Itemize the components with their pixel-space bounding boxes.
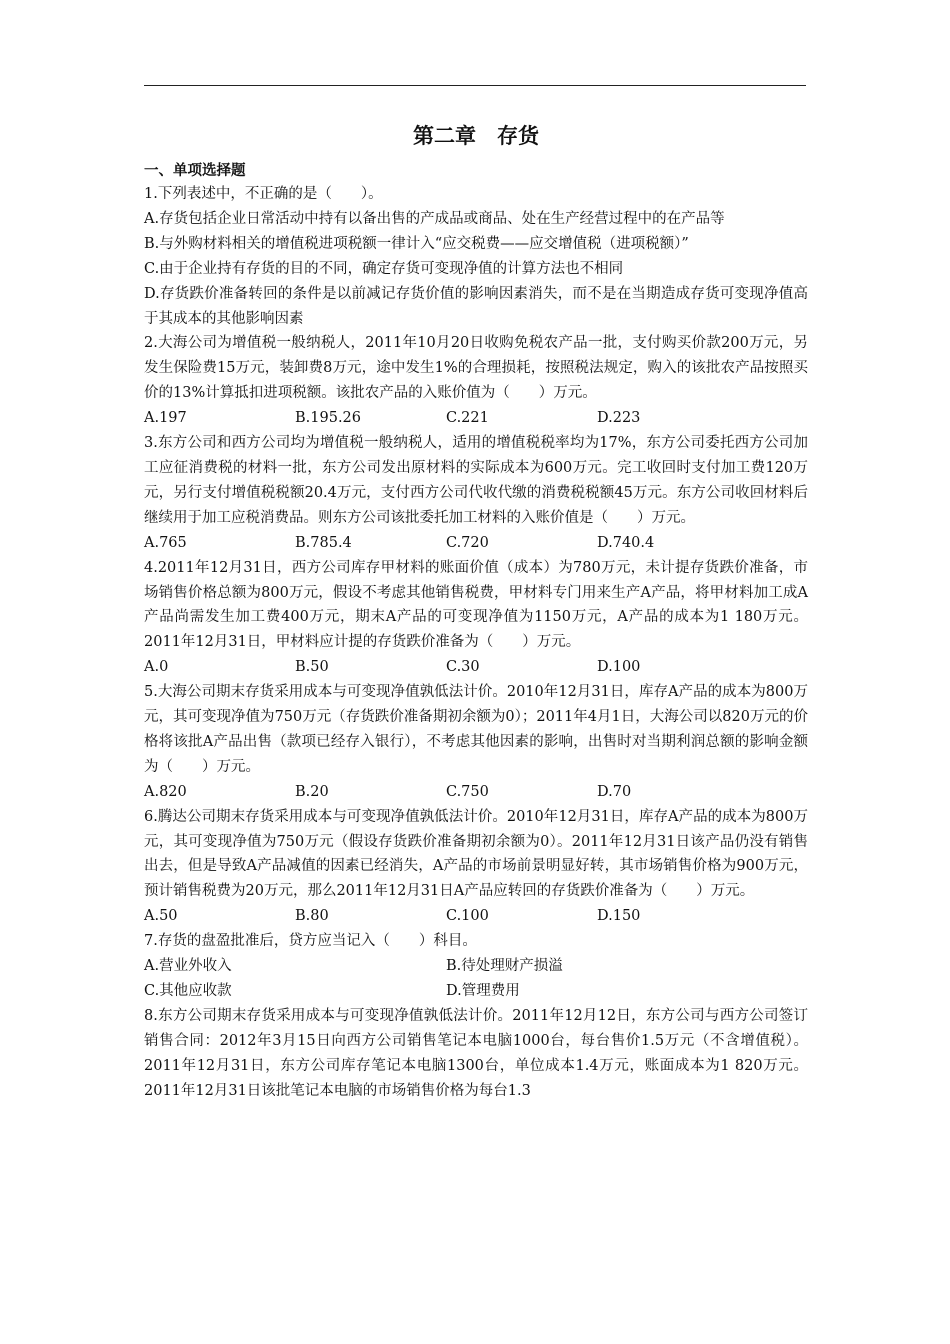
section-heading: 一、单项选择题	[144, 163, 246, 179]
question-6	[144, 805, 808, 930]
question-stem: 2.大海公司为增值税一般纳税人，2011年10月20日收购免税农产品一批，支付购买价款200万元，另发生保险费15万元，装卸费8万元，途中发生1%的合理损耗，按照税法规定，购入的该批农产品按照买价的13%计算抵扣进项税额。该批农产品的入账价值为（ ）万元。	[144, 335, 808, 402]
option-d: D.223	[597, 410, 641, 427]
option-d: D.存货跌价准备转回的条件是以前减记存货价值的影响因素消失，而不是在当期造成存货可变现净值高于其成本的其他影响因素	[144, 285, 808, 327]
option-c: C.30	[446, 659, 480, 676]
option-c: C.100	[446, 908, 489, 925]
question-5	[144, 680, 808, 805]
question-3	[144, 431, 808, 556]
option-c: C.其他应收款	[144, 983, 232, 999]
option-d: D.740.4	[597, 534, 655, 551]
option-a: A.50	[144, 908, 178, 925]
option-b: B.80	[295, 908, 329, 925]
option-d: D.70	[597, 783, 632, 800]
option-a: A.0	[144, 659, 169, 676]
option-c: C.720	[446, 534, 489, 551]
question-stem: 8.东方公司期末存货采用成本与可变现净值孰低法计价。2011年12月12日，东方公司与西方公司签订销售合同：2012年3月15日向西方公司销售笔记本电脑1000台，每台售价1.5万元（不含增值税）。2011年12月31日，东方公司库存笔记本电脑1300台，单位成本1.4万元，账面成本为1 820万元。2011年12月31日该批笔记本电脑的市场销售价格为每台1.3	[144, 1007, 808, 1099]
question-1	[144, 182, 808, 331]
document-body	[144, 118, 808, 1104]
option-row	[144, 780, 808, 805]
option-b: B.50	[295, 659, 329, 676]
option-c: C.由于企业持有存货的目的不同，确定存货可变现净值的计算方法也不相同	[144, 260, 624, 277]
option-b: B.与外购材料相关的增值税进项税额一律计入“应交税费——应交增值税（进项税额）”	[144, 235, 689, 252]
question-stem: 1.下列表述中，不正确的是（ ）。	[144, 186, 383, 202]
option-row	[144, 531, 808, 556]
option-b: B.待处理财产损溢	[446, 958, 563, 975]
question-4	[144, 556, 808, 681]
option-row	[144, 655, 808, 680]
option-c: C.221	[446, 410, 489, 427]
option-d: D.150	[597, 908, 641, 925]
option-a: A.存货包括企业日常活动中持有以备出售的产成品或商品、处在生产经营过程中的在产品等	[144, 210, 725, 227]
question-stem: 4.2011年12月31日，西方公司库存甲材料的账面价值（成本）为780万元，未计提存货跌价准备，市场销售价格总额为800万元，假设不考虑其他销售税费，甲材料专门用来生产A产品，将甲材料加工成A产品尚需发生加工费400万元，期末A产品的可变现净值为1150万元，A产品的成本为1 180万元。2011年12月31日，甲材料应计提的存货跌价准备为（ ）万元。	[144, 559, 808, 651]
chapter-title: 第二章 存货	[413, 124, 539, 148]
option-b: B.785.4	[295, 534, 352, 551]
question-8	[144, 1004, 808, 1104]
option-a: A.765	[144, 534, 187, 551]
option-row	[144, 406, 808, 431]
option-a: A.197	[144, 410, 187, 427]
option-d: D.管理费用	[446, 983, 520, 999]
option-row	[144, 904, 808, 929]
option-d: D.100	[597, 659, 641, 676]
option-b: B.20	[295, 783, 329, 800]
option-row	[144, 954, 808, 979]
option-c: C.750	[446, 783, 489, 800]
question-stem: 7.存货的盘盈批准后，贷方应当记入（ ）科目。	[144, 933, 477, 950]
question-2	[144, 331, 808, 431]
question-7	[144, 929, 808, 1004]
option-row	[144, 979, 808, 1004]
question-stem: 6.腾达公司期末存货采用成本与可变现净值孰低法计价。2010年12月31日，库存A产品的成本为800万元，其可变现净值为750万元（假设存货跌价准备期初余额为0）。2011年12月31日该产品仍没有销售出去，但是导致A产品减值的因素已经消失，A产品的市场前景明显好转，其市场销售价格为900万元，预计销售税费为20万元，那么2011年12月31日A产品应转回的存货跌价准备为（ ）万元。	[144, 808, 808, 900]
option-b: B.195.26	[295, 410, 362, 427]
question-stem: 5.大海公司期末存货采用成本与可变现净值孰低法计价。2010年12月31日，库存A产品的成本为800万元，其可变现净值为750万元（存货跌价准备期初余额为0）；2011年4月1日，大海公司以820万元的价格将该批A产品出售（款项已经存入银行），不考虑其他因素的影响，出售时对当期利润总额的影响金额为（ ）万元。	[144, 684, 808, 775]
header-rule	[144, 85, 806, 86]
option-a: A.营业外收入	[144, 958, 232, 975]
option-a: A.820	[144, 783, 187, 800]
question-stem: 3.东方公司和西方公司均为增值税一般纳税人，适用的增值税税率均为17%，东方公司委托西方公司加工应征消费税的材料一批，东方公司发出原材料的实际成本为600万元。完工收回时支付加工费120万元，另行支付增值税税额20.4万元，支付西方公司代收代缴的消费税税额45万元。东方公司收回材料后继续用于加工应税消费品。则东方公司该批委托加工材料的入账价值是（ ）万元。	[144, 435, 808, 526]
